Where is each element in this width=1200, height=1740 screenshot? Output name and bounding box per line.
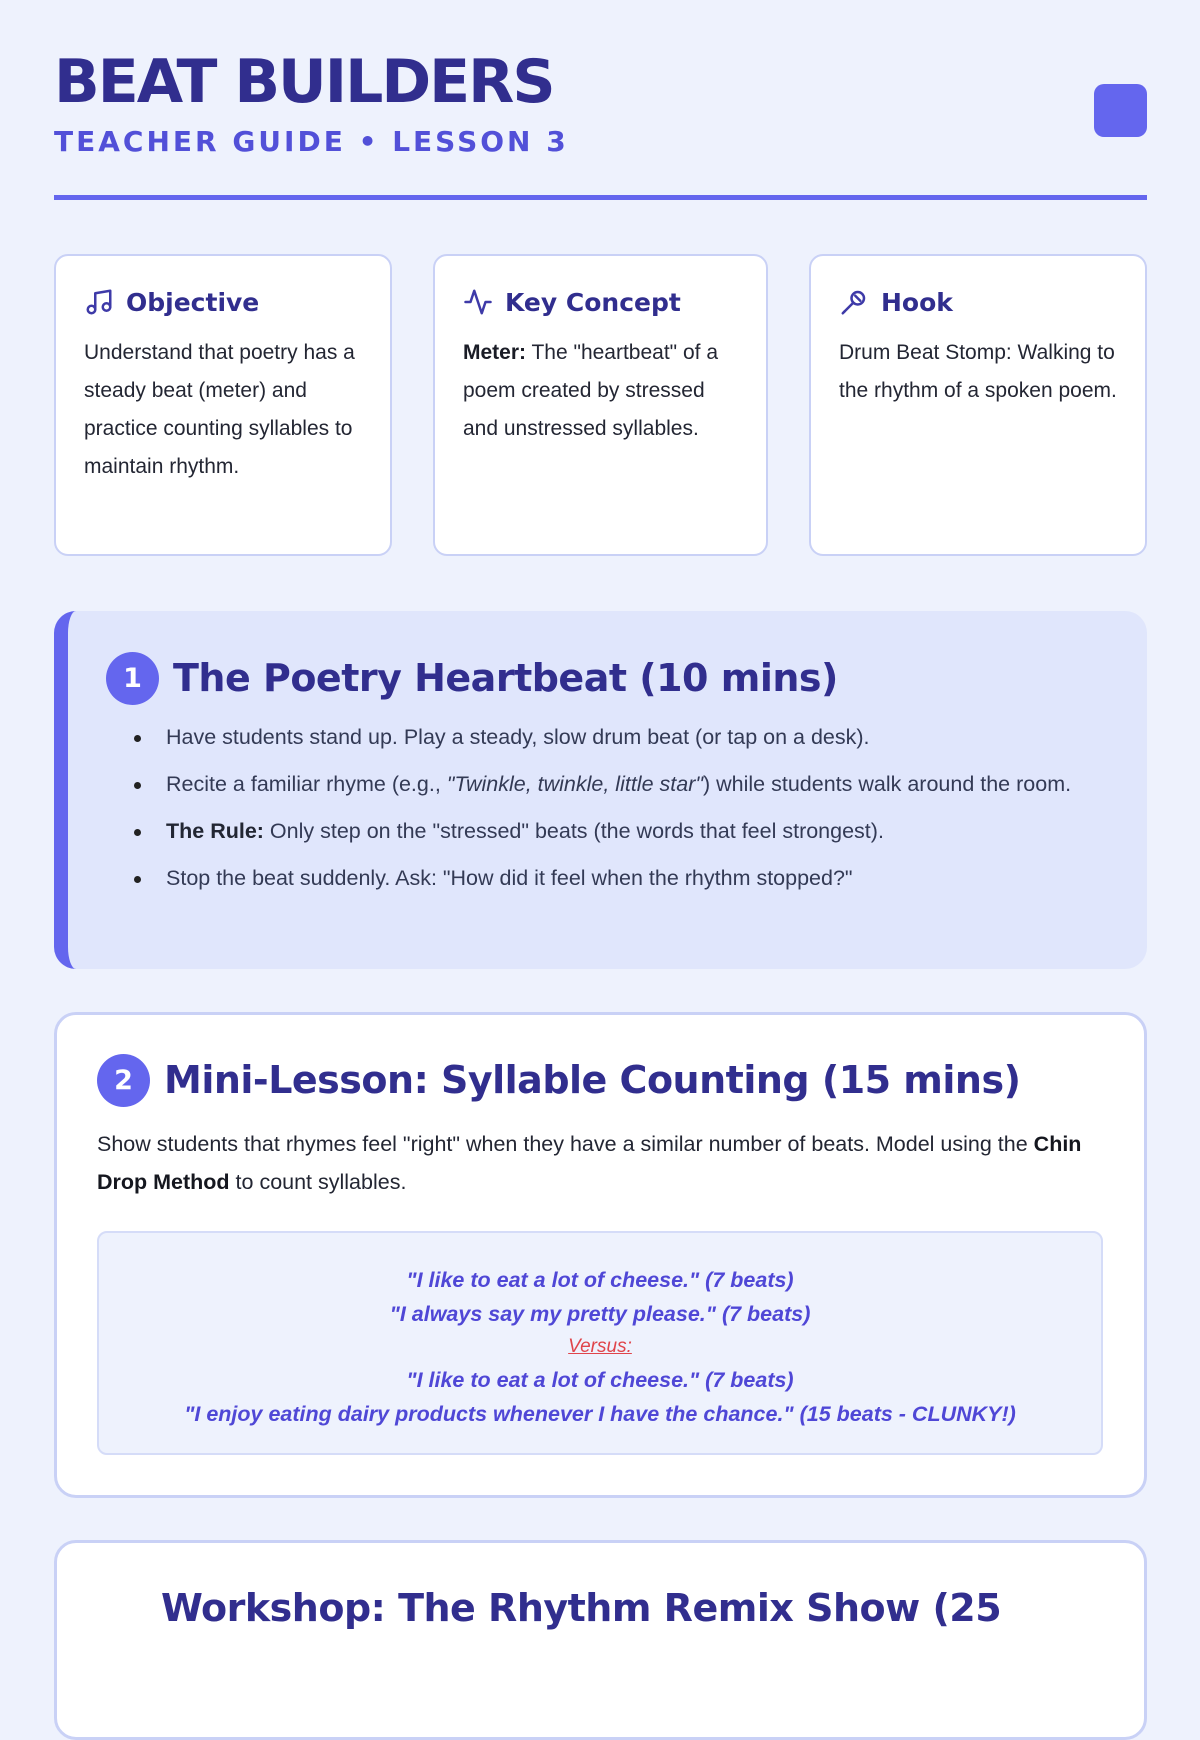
versus-label: Versus: (568, 1336, 632, 1357)
key-concept-title: Key Concept (505, 287, 681, 317)
key-concept-definition: The "heartbeat" of a poem created by stressed and unstressed syllables. (463, 341, 718, 440)
key-concept-term: Meter: (463, 341, 527, 364)
hook-card (809, 254, 1147, 556)
rhyme-example: "Twinkle, twinkle, little star" (446, 772, 703, 796)
section-workshop (54, 1540, 1147, 1740)
section-title: Workshop: The Rhythm Remix Show (25 (161, 1586, 1002, 1630)
list-item-text: Recite a familiar rhyme (e.g., (166, 772, 447, 796)
objective-text: Understand that poetry has a steady beat (meter) and practice counting syllables to maintain rhythm. (84, 341, 355, 478)
hook-title: Hook (881, 287, 953, 317)
section-title: Mini-Lesson: Syllable Counting (15 mins) (164, 1058, 1021, 1102)
key-concept-card (433, 254, 768, 556)
section-poetry-heartbeat (54, 611, 1147, 969)
intro-text: Show students that rhymes feel "right" when they have a similar number of beats. Model using the (97, 1132, 1034, 1156)
list-item-text: Only step on the "stressed" beats (the words that feel strongest). (263, 819, 884, 843)
section-syllable-counting (54, 1012, 1147, 1498)
lesson-page (54, 0, 1147, 1630)
example-line: "I like to eat a lot of cheese." (7 beats) (406, 1368, 794, 1392)
example-line: "I enjoy eating dairy products whenever I have the chance." (15 beats - CLUNKY!) (184, 1402, 1016, 1426)
list-item (132, 815, 1117, 848)
logo-square (1094, 84, 1147, 137)
page-subtitle: TEACHER GUIDE • LESSON 3 (54, 125, 569, 158)
pulse-icon (463, 287, 493, 317)
page-header (54, 0, 1147, 200)
hook-text: Drum Beat Stomp: Walking to the rhythm of a spoken poem. (839, 341, 1117, 402)
activity-list (106, 721, 1117, 895)
music-note-icon (84, 287, 114, 317)
intro-text: to count syllables. (229, 1170, 407, 1194)
rule-label: The Rule: (166, 819, 264, 843)
example-line: "I like to eat a lot of cheese." (7 beats) (406, 1268, 794, 1292)
section-number-badge: 2 (97, 1054, 150, 1107)
microphone-icon (839, 287, 869, 317)
objective-title: Objective (126, 287, 260, 317)
list-item: Have students stand up. Play a steady, slow drum beat (or tap on a desk). (132, 721, 1117, 754)
section-intro (97, 1125, 1104, 1201)
section-title: The Poetry Heartbeat (10 mins) (173, 656, 838, 700)
list-item (132, 768, 1117, 801)
objective-card (54, 254, 392, 556)
example-box (97, 1231, 1103, 1455)
page-title: BEAT BUILDERS (54, 47, 554, 117)
list-item-text: ) while students walk around the room. (703, 772, 1072, 796)
example-line: "I always say my pretty please." (7 beats) (389, 1302, 811, 1326)
info-cards (54, 254, 1147, 556)
key-concept-text (463, 334, 738, 448)
list-item: Stop the beat suddenly. Ask: "How did it feel when the rhythm stopped?" (132, 862, 1117, 895)
section-number-badge: 1 (106, 652, 159, 705)
method-name: Chin Drop Method (97, 1132, 1082, 1194)
